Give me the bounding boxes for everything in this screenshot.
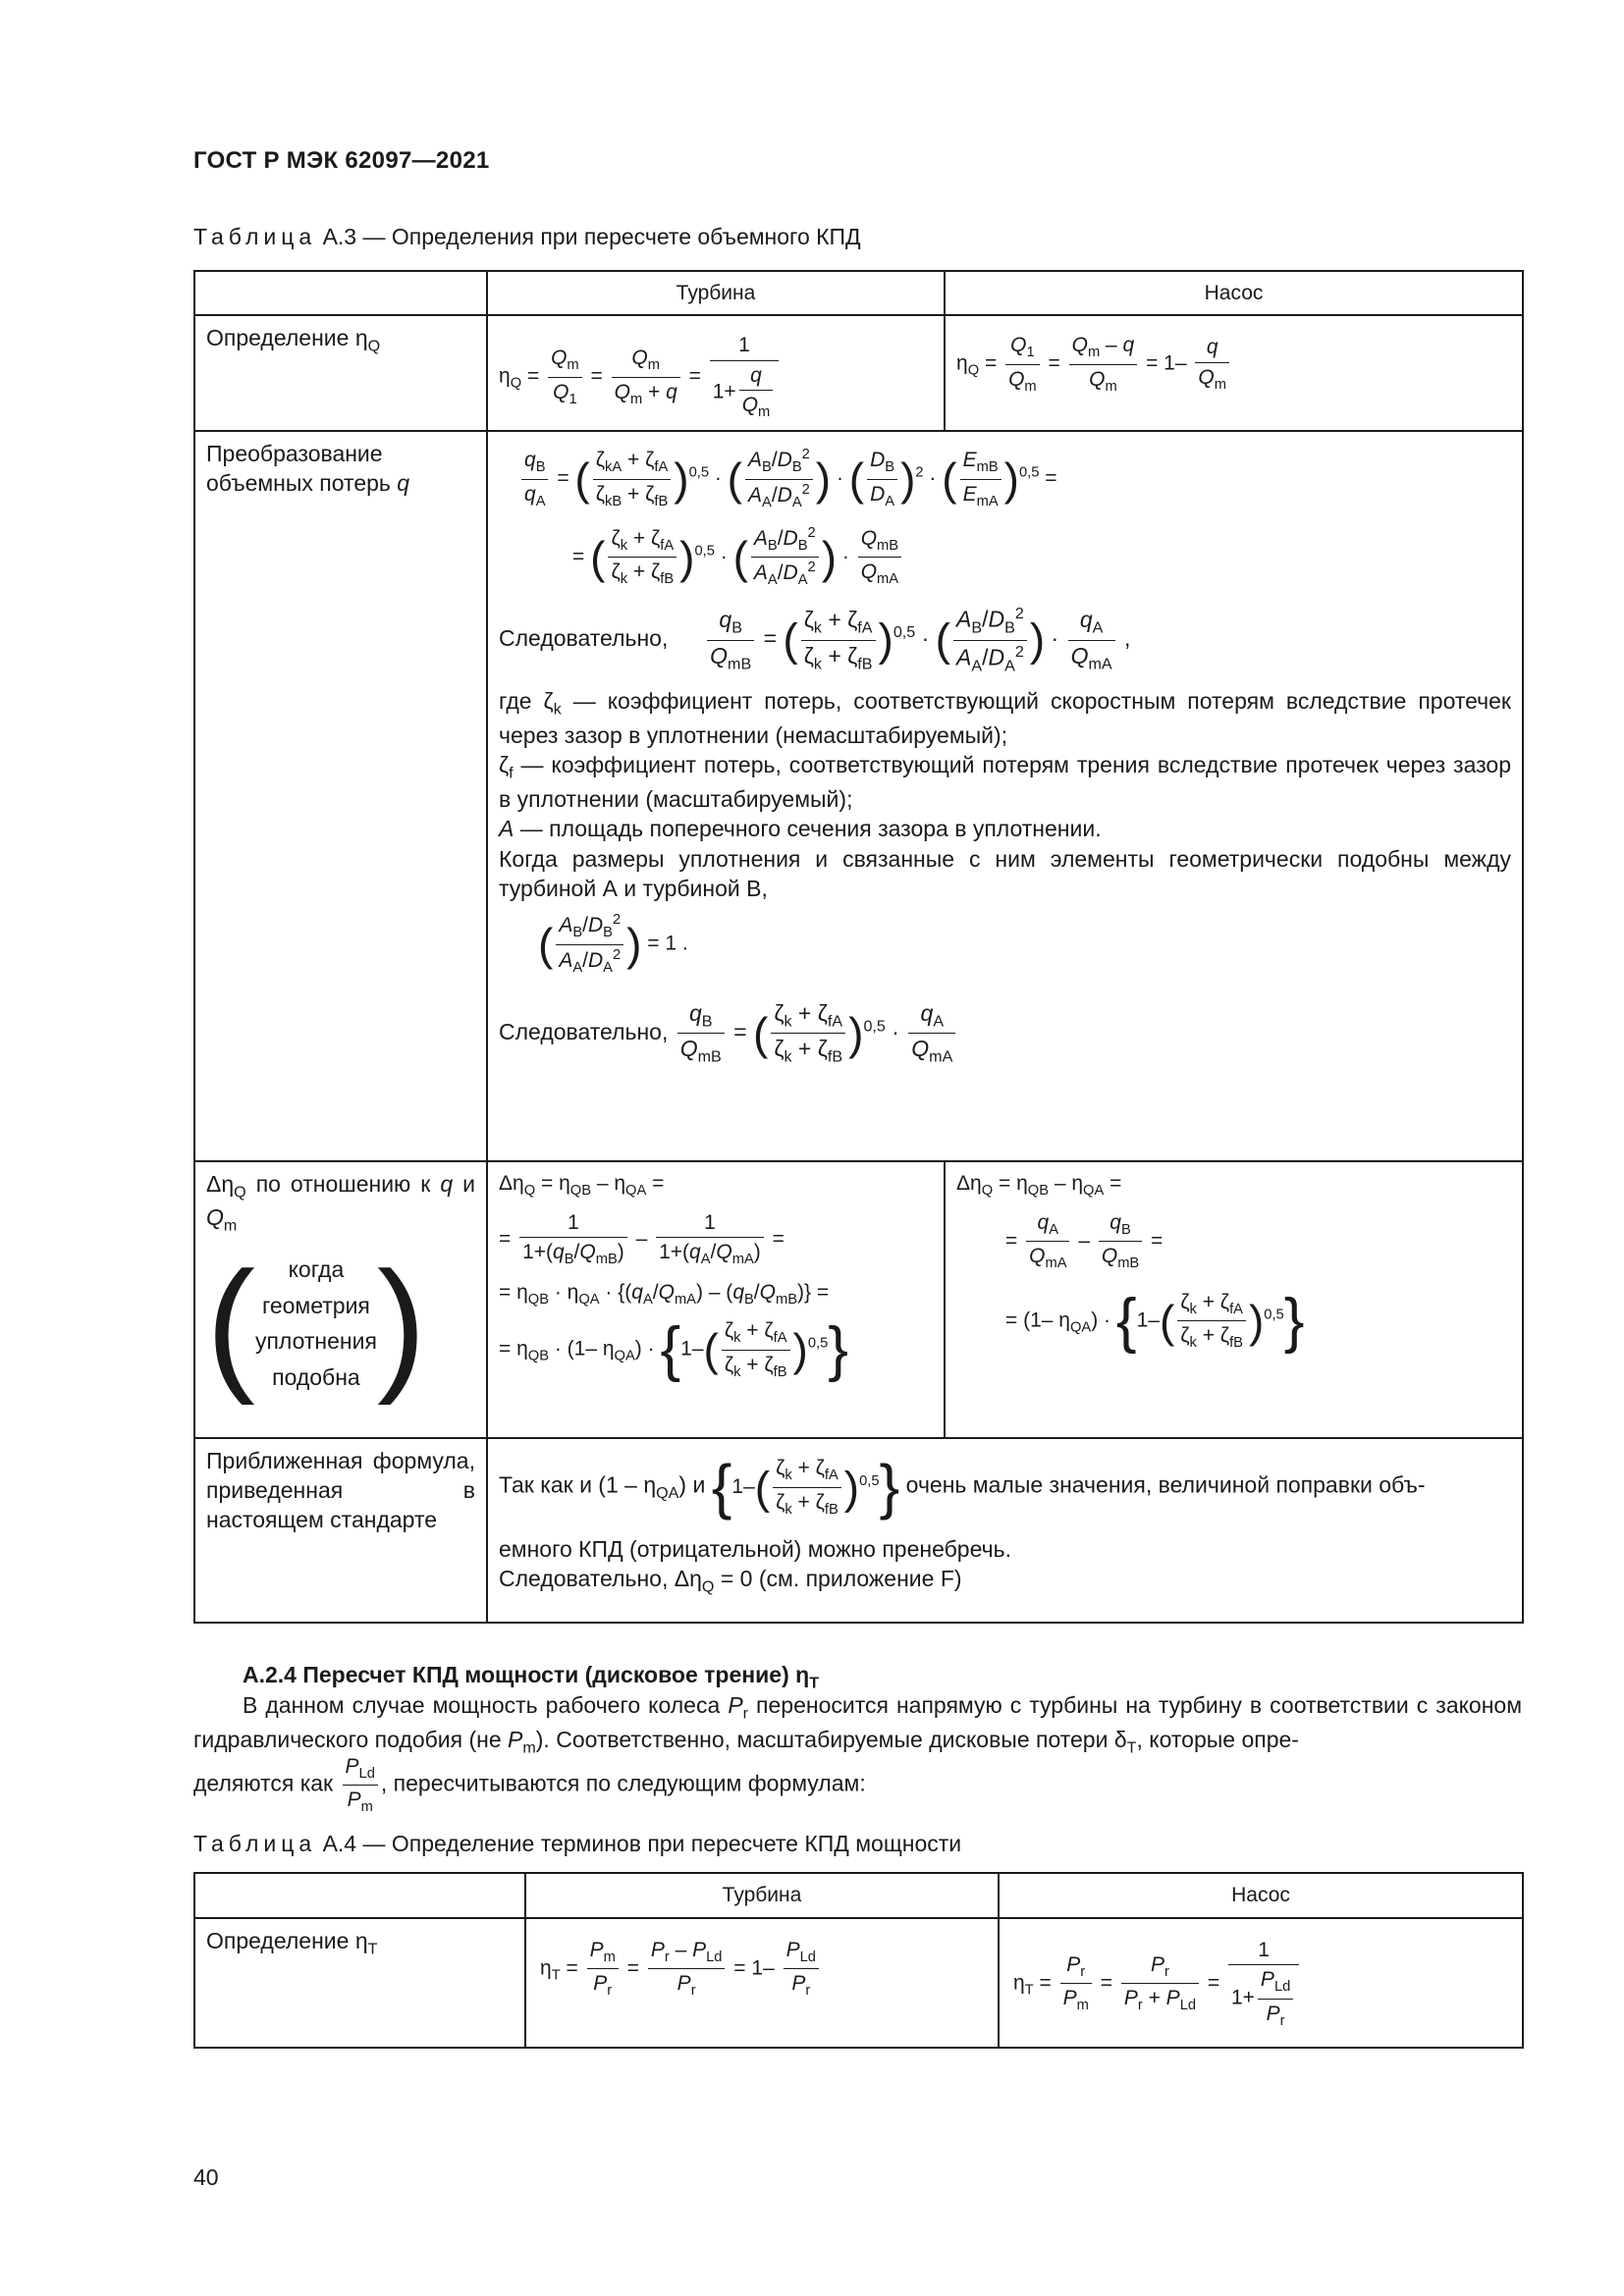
formula-delta-eta-pump: $\Delta\eta_Q = \eta_{QB} - \eta_{QA}$ = = $\frac{q_A}{Q_{mA}}$ – $\frac{q_B}{Q_{mB}}$ = = (1– $\eta_{QA}) \cdot \{1-$( $\frac{\zeta_k + \zeta_{fA}}{\zeta_k + \zeta_{fB}}$ )$^{0,5}$} (945, 1161, 1523, 1438)
caption-text: А.3 — Определения при пересчете объемного КПД (322, 224, 861, 249)
header-turbine: Турбина (487, 271, 945, 315)
formula-delta-eta-turbine: $\Delta\eta_Q = \eta_{QB} - \eta_{QA}$ = = $\frac{1}{1+(q_B/Q_{mB})}$ – $\frac{1}{1+(q_A/Q_{mA})}$ = = $\eta_{QB} \cdot \eta_{QA} \cdot \{(q_A/Q_{mA}) - (q_B/Q_{mB})\}$ = = $\eta_{QB} \cdot (1-$ $\eta_{QA}) \cdot \{1-$( $\frac{\zeta_k + \zeta_{fA}}{\zeta_k + \zeta_{fB}}$ )$^{0,5}$} (487, 1161, 945, 1438)
geometric-similarity-note: Когда размеры уплотнения и связанные с ним элементы геометрически подобны между турбиной А и турбиной В, (499, 845, 1511, 901)
page-number: 40 (193, 2164, 219, 2190)
document-code: ГОСТ Р МЭК 62097—2021 (193, 147, 490, 174)
therefore-label: Следовательно, (499, 625, 669, 652)
row-label-delta-eta-q: $\Delta\eta_Q$ по отношению к q и $Q_m$ ( когда геометрия уплотнения подобна ) (194, 1161, 487, 1438)
definition-zeta-f: $\zeta_f$ — коэффициент потерь, соответствующий потерям трения вследствие протечек через зазор в уплотнении (масштабируемый); (499, 752, 1512, 812)
table-a4-caption: Таблица А.4 — Определение терминов при пересчете КПД мощности (193, 1831, 962, 1856)
volumetric-loss-derivation: $\frac{q_B}{q_A}$ = ( $\frac{\zeta_{kA} + \zeta_{fA}}{\zeta_{kB} + \zeta_{fB}}$ )$^{0,5}$ · ( $\frac{A_B/D_B^2}{A_A/D_A^2}$ ) · ( $\frac{D_B}{D_A}$ )$^2$ · ( $\frac{E_{mB}}{E_{mA}}$ )$^{0,5}$ = = ( $\frac{\zeta_k + \zeta_{fA}}{\zeta_k + \zeta_{fB}}$ )$^{0,5}$ · ( $\frac{A_B/D_B^2}{A_A/D_A^2}$ ) · $\frac{Q_{mB}}{Q_{mA}}$ Следовательно, $\frac{q_B}{Q_{mB}}$ = ( $\frac{\zeta_k + \zeta_{fA}}{\zeta_k + \zeta_{fB}}$ )$^{0,5}$ · ( $\frac{A_B/D_B^2}{A_A/D_A^2}$ ) · $\frac{q_A}{Q_{mA}}$ , где $\zeta_k$ — коэффициент потерь, соответствующий скоростным потерям вследствие протечек через зазор в уплотнении (немасштабируемый); $\zeta_f$ — коэффициент потерь, соответствующий потерям трения вследствие протечек через зазор в уплотнении (масштабируемый); A — площадь поперечного сечения зазора в уплотнении. Когда размеры уплотнения и связанные с ним элементы геометрически подобны между турбиной А и турбиной В, ( $\frac{A_B/D_B^2}{A_A/D_A^2}$ ) = 1 . Следовательно, $\frac{q_B}{Q_{mB}}$ = ( $\frac{\zeta_k + \zeta_{fA}}{\zeta_k + \zeta_{fB}}$ )$^{0,5}$ · $\frac{q_A}{Q_{mA}}$ (487, 431, 1523, 1161)
formula-eta-q-turbine: $\eta_Q$ = $\frac{Q_m}{Q_1}$ = $\frac{Q_m}{Q_m + q}$ = 1 1+ $\frac{q}{Q_m}$ (487, 315, 945, 431)
section-a24-paragraph-end: деляются как $\frac{P_{Ld}}{P_m}$ , пересчитываются по следующим формулам: (193, 1755, 866, 1816)
table-a3 (193, 270, 1524, 1624)
caption-label: Таблица (193, 224, 317, 249)
header-empty-cell (194, 271, 487, 315)
formula-eta-q-pump: $\eta_Q$ = $\frac{Q_1}{Q_m}$ = $\frac{Q_m - q}{Q_m}$ = 1– $\frac{q}{Q_m}$ (945, 315, 1523, 431)
header-empty-cell (194, 1873, 525, 1918)
table-a3-caption (193, 224, 861, 250)
geometry-similarity-condition: ( когда геометрия уплотнения подобна ) (206, 1241, 426, 1407)
definition-area: A — площадь поперечного сечения зазора в уплотнении. (499, 816, 1102, 842)
formula-eta-t-turbine: $\eta_T$ = $\frac{P_m}{P_r}$ = $\frac{P_r - P_{Ld}}{P_r}$ = 1– $\frac{P_{Ld}}{P_r}$ (525, 1918, 999, 2048)
table-a4 (193, 1872, 1524, 2049)
header-pump: Насос (999, 1873, 1523, 1918)
therefore-label-2: Следовательно, (499, 1018, 669, 1044)
formula-eta-t-pump: $\eta_T$ = $\frac{P_r}{P_m}$ = $\frac{P_r}{P_r + P_{Ld}}$ = 1 1+ $\frac{P_{Ld}}{P_r}$ (999, 1918, 1523, 2048)
row-label-volumetric-loss: Преобразование объемных потерь q (194, 431, 487, 1161)
row-label-eta-q: Определение $\eta_Q$ (194, 315, 487, 431)
definition-zeta-k: где $\zeta_k$ — коэффициент потерь, соответствующий скоростным потерям вследствие протечек через зазор в уплотнении (немасштабируемый); (499, 687, 1511, 748)
approximate-formula-text: Так как и $(1 - \eta_{QA})$ и {1–( $\frac{\zeta_k + \zeta_{fA}}{\zeta_k + \zeta_{fB}}$ )$^{0,5}$} очень малые значения, величиной поправки объ- емного КПД (отрицательной) можно пренебречь. Следовательно, $\Delta\eta_Q = 0$ (см. приложение F) (487, 1438, 1523, 1623)
row-label-approximate-formula: Приближенная формула, приведенная в настоящем стандарте (194, 1438, 487, 1623)
header-pump: Насос (945, 271, 1523, 315)
section-title-a24: А.2.4 Пересчет КПД мощности (дисковое трение) $\eta_T$ (243, 1662, 820, 1692)
header-turbine: Турбина (525, 1873, 999, 1918)
section-a24-paragraph: В данном случае мощность рабочего колеса $P_r$ переносится напрямую с турбины на турбину в соответствии с законом гидравлического подобия (не $P_m$). Соответственно, масштабируемые дисковые потери $\delta_T$, которые опре- (193, 1692, 1523, 1757)
row-label-eta-t: Определение $\eta_T$ (194, 1918, 525, 2048)
